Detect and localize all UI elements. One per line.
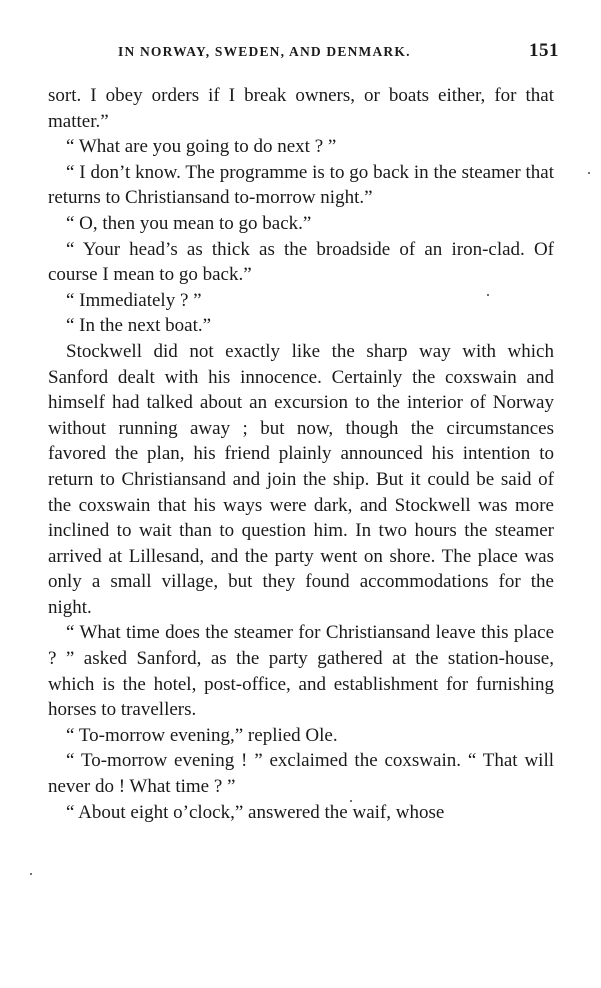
paragraph-dialogue: “ To-morrow evening ! ” exclaimed the coxswain. “ That will never do ! What time ? ” bbox=[48, 750, 554, 798]
paragraph-dialogue: “ I don’t know. The programme is to go back in the steamer that returns to Christiansand to-morrow night.” bbox=[48, 161, 554, 209]
print-speck bbox=[350, 800, 352, 802]
print-speck bbox=[588, 172, 590, 174]
page-number: 151 bbox=[529, 40, 559, 61]
paragraph-dialogue: “ What are you going to do next ? ” bbox=[66, 136, 337, 158]
paragraph-dialogue: “ In the next boat.” bbox=[66, 315, 212, 337]
paragraph-dialogue: “ Your head’s as thick as the broadside of an iron-clad. Of course I mean to go back.” bbox=[48, 238, 554, 286]
paragraph-dialogue: “ What time does the steamer for Christiansand leave this place ? ” asked Sanford, as the party gathered at the station-house, which is the hotel, post-office, and establishment for furnishing horses to travellers. bbox=[48, 622, 554, 721]
paragraph-dialogue: “ To-morrow evening,” replied Ole. bbox=[66, 724, 338, 746]
print-speck bbox=[487, 294, 489, 296]
paragraph-continuation: sort. I obey orders if I break owners, or boats either, for that matter.” bbox=[48, 85, 554, 132]
paragraph-dialogue: “ O, then you mean to go back.” bbox=[66, 212, 312, 234]
running-head bbox=[118, 40, 559, 64]
paragraph-dialogue: “ Immediately ? ” bbox=[66, 289, 202, 311]
running-title: IN NORWAY, SWEDEN, AND DENMARK. bbox=[118, 44, 411, 59]
paragraph-narrative: Stockwell did not exactly like the sharp way with which Sanford dealt with his innocence. Certainly the coxswain and himself had talked about an excursion to the interior of Norway without running away ; but now, though the circumstances favored the plan, his friend plainly announced his intention to return to Christiansand and join the ship. But it could be said of the coxswain that his ways were dark, and Stockwell was more inclined to wait than to question him. In two hours the steamer arrived at Lillesand, and the party went on shore. The place was only a small village, but they found accommodations for the night. bbox=[48, 340, 554, 618]
print-speck bbox=[30, 873, 32, 875]
body-text bbox=[48, 83, 554, 825]
paragraph-dialogue: “ About eight o’clock,” answered the waif, whose bbox=[66, 801, 445, 823]
